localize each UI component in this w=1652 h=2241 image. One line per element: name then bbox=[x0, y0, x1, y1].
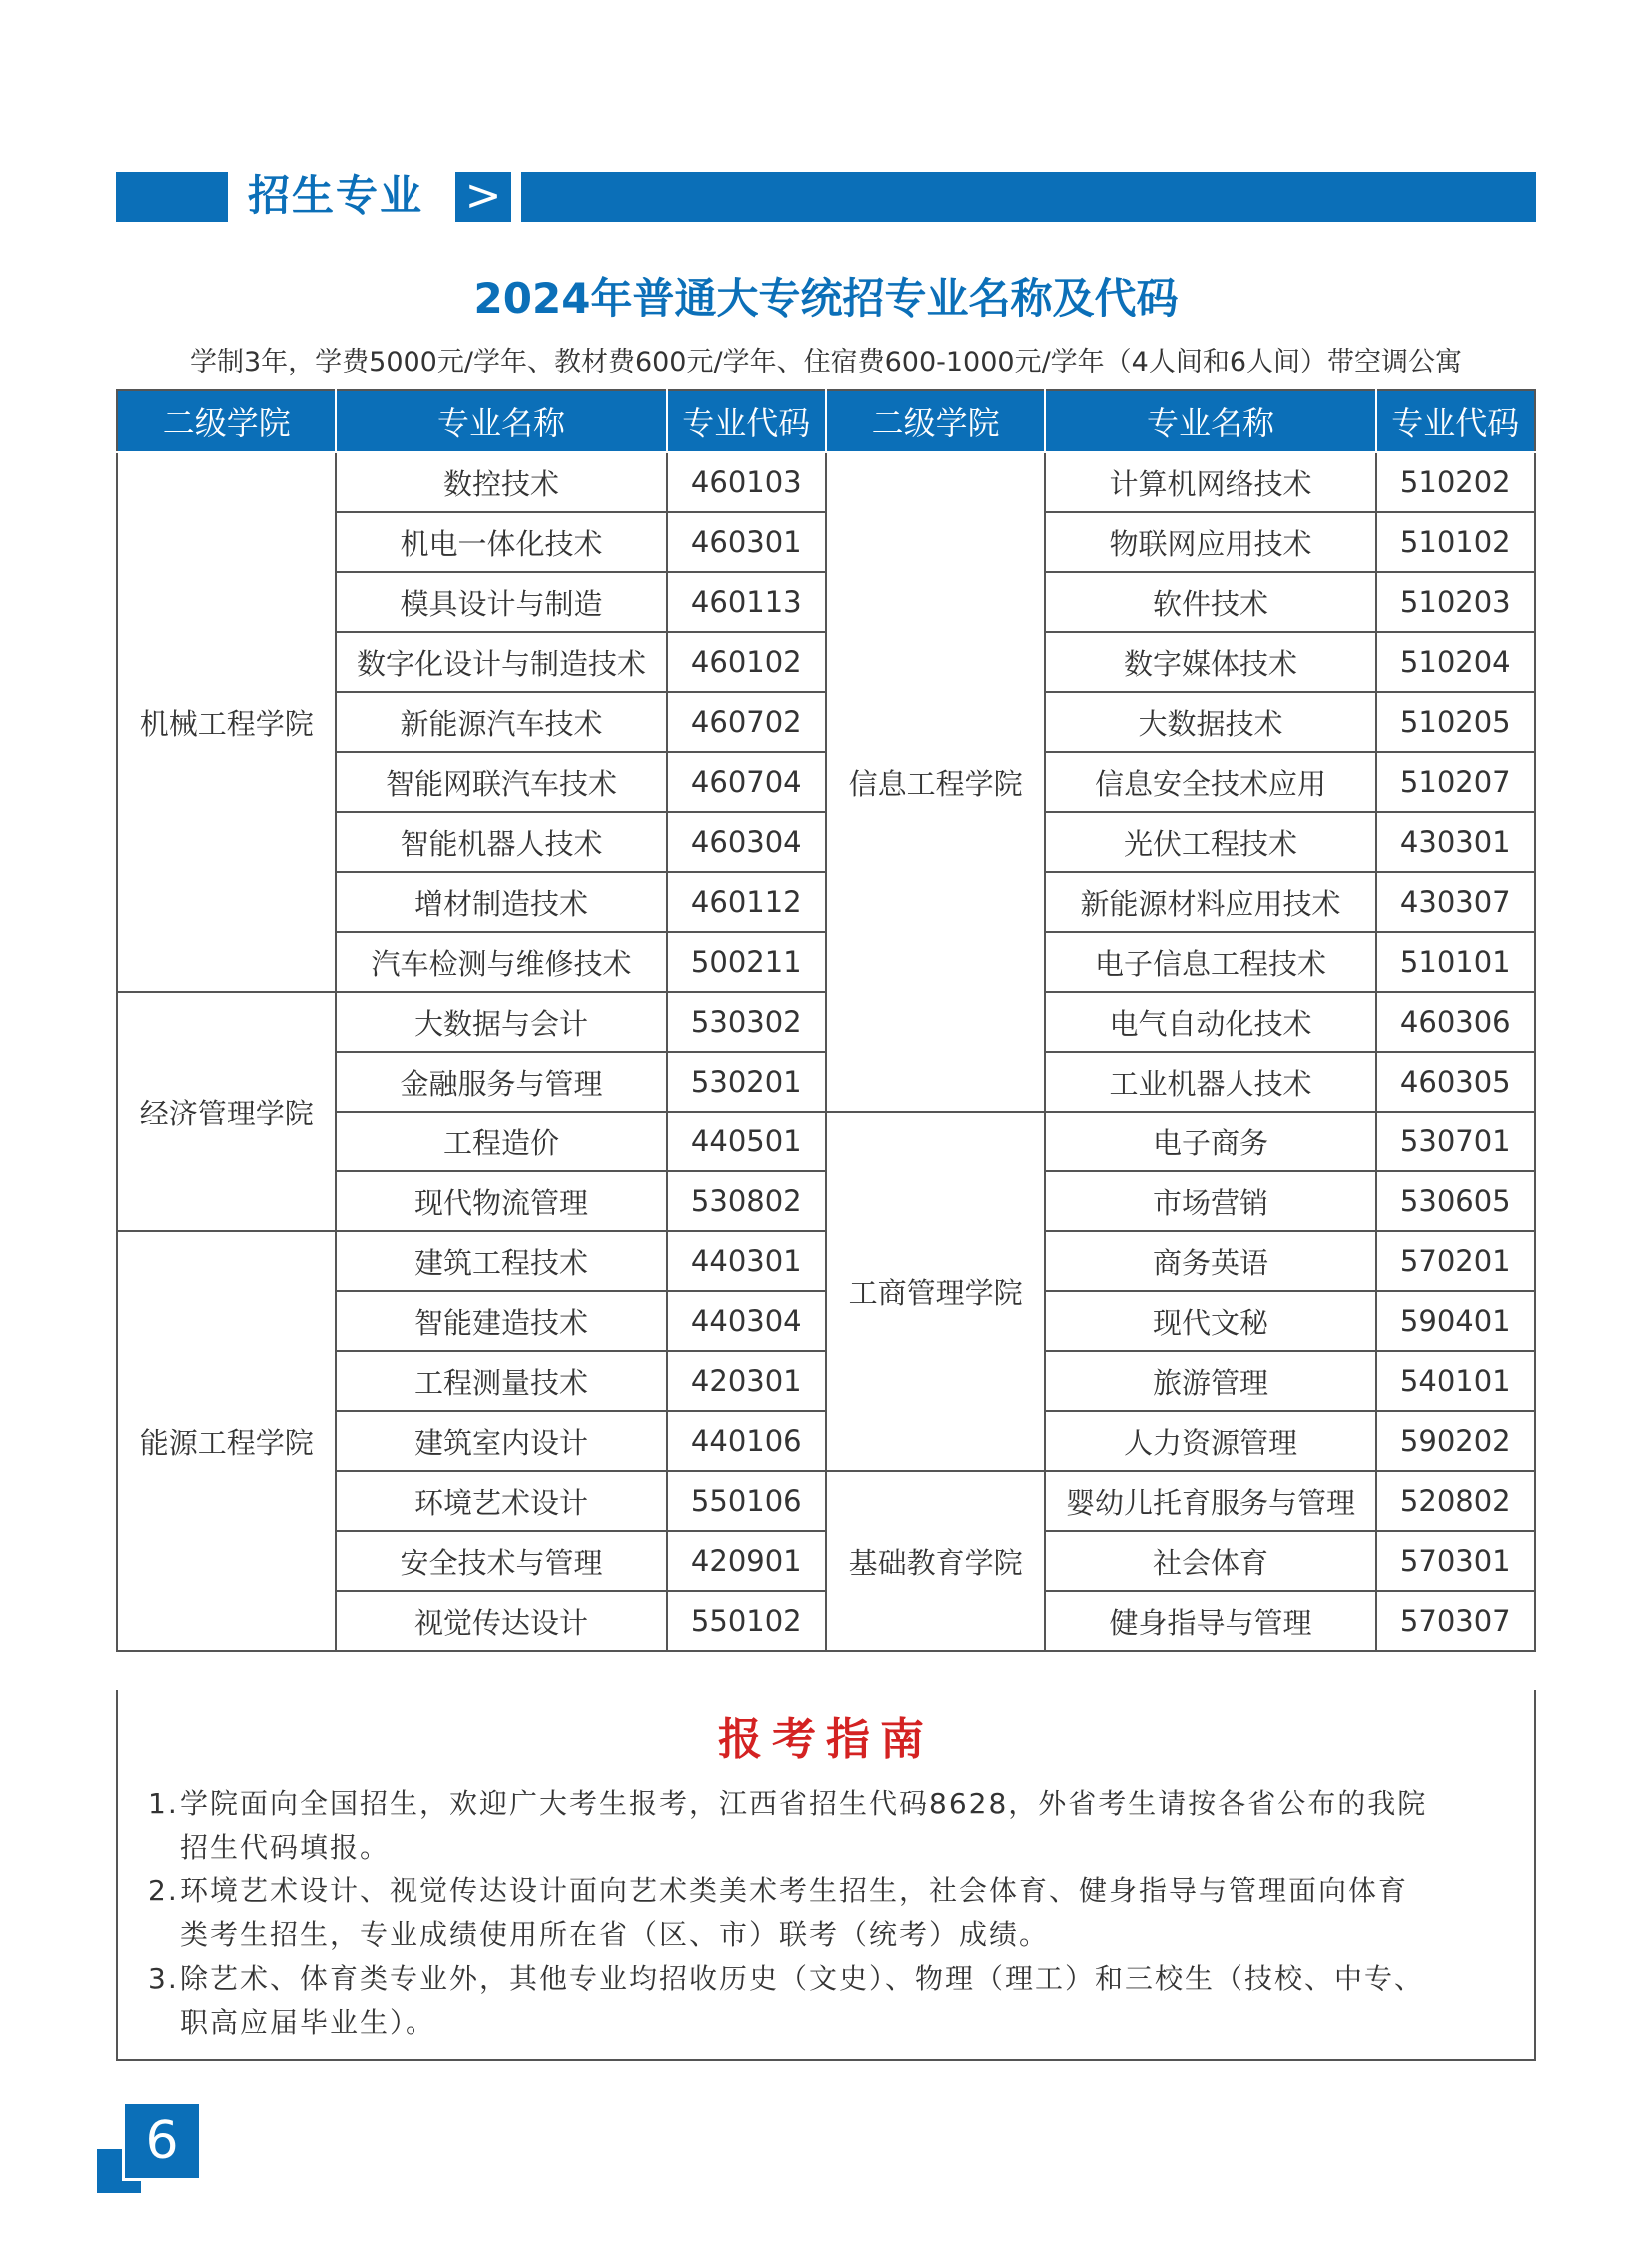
major-code-cell: 510202 bbox=[1376, 452, 1535, 512]
major-name-cell: 现代文秘 bbox=[1045, 1291, 1375, 1351]
major-name-cell: 社会体育 bbox=[1045, 1531, 1375, 1591]
major-name-cell: 数字媒体技术 bbox=[1045, 632, 1375, 692]
page-title: 2024年普通大专统招专业名称及代码 bbox=[473, 274, 1179, 323]
college-cell: 能源工程学院 bbox=[117, 1231, 336, 1651]
major-name-cell: 工业机器人技术 bbox=[1045, 1052, 1375, 1112]
major-name-cell: 市场营销 bbox=[1045, 1171, 1375, 1231]
guide-item-text-cont: 职高应届毕业生）。 bbox=[180, 2006, 436, 2039]
college-cell: 信息工程学院 bbox=[826, 452, 1045, 1112]
major-name-cell: 信息安全技术应用 bbox=[1045, 752, 1375, 812]
major-code-cell: 460704 bbox=[667, 752, 826, 812]
major-code-cell: 420301 bbox=[667, 1351, 826, 1411]
major-name-cell: 安全技术与管理 bbox=[336, 1531, 666, 1591]
major-name-cell: 计算机网络技术 bbox=[1045, 452, 1375, 512]
header-college-right: 二级学院 bbox=[826, 390, 1045, 452]
major-name-cell: 工程测量技术 bbox=[336, 1351, 666, 1411]
major-name-cell: 机电一体化技术 bbox=[336, 512, 666, 572]
major-code-cell: 590202 bbox=[1376, 1411, 1535, 1471]
section-title: 招生专业 bbox=[248, 171, 424, 220]
major-name-cell: 大数据技术 bbox=[1045, 692, 1375, 752]
major-code-cell: 570301 bbox=[1376, 1531, 1535, 1591]
guide-item-text-cont: 类考生招生，专业成绩使用所在省（区、市）联考（统考）成绩。 bbox=[180, 1918, 1050, 1951]
major-name-cell: 现代物流管理 bbox=[336, 1171, 666, 1231]
major-code-cell: 440106 bbox=[667, 1411, 826, 1471]
major-name-cell: 健身指导与管理 bbox=[1045, 1591, 1375, 1651]
major-code-cell: 430307 bbox=[1376, 872, 1535, 932]
major-name-cell: 大数据与会计 bbox=[336, 992, 666, 1052]
major-code-cell: 530605 bbox=[1376, 1171, 1535, 1231]
major-code-cell: 530302 bbox=[667, 992, 826, 1052]
major-name-cell: 旅游管理 bbox=[1045, 1351, 1375, 1411]
major-name-cell: 工程造价 bbox=[336, 1112, 666, 1171]
major-name-cell: 智能建造技术 bbox=[336, 1291, 666, 1351]
major-code-cell: 420901 bbox=[667, 1531, 826, 1591]
major-name-cell: 环境艺术设计 bbox=[336, 1471, 666, 1531]
header-bar-left bbox=[116, 172, 228, 222]
guide-item bbox=[148, 1782, 1516, 1869]
header-major-right: 专业名称 bbox=[1045, 390, 1375, 452]
major-code-cell: 440304 bbox=[667, 1291, 826, 1351]
major-code-cell: 550102 bbox=[667, 1591, 826, 1651]
major-name-cell: 物联网应用技术 bbox=[1045, 512, 1375, 572]
guide-item-text: 学院面向全国招生，欢迎广大考生报考，江西省招生代码8628，外省考生请按各省公布的我院 bbox=[180, 1787, 1428, 1820]
major-code-cell: 460301 bbox=[667, 512, 826, 572]
major-code-cell: 510102 bbox=[1376, 512, 1535, 572]
major-code-cell: 510205 bbox=[1376, 692, 1535, 752]
guide-item bbox=[148, 1957, 1516, 2045]
major-name-cell: 建筑工程技术 bbox=[336, 1231, 666, 1291]
major-name-cell: 数控技术 bbox=[336, 452, 666, 512]
major-code-cell: 510204 bbox=[1376, 632, 1535, 692]
major-name-cell: 智能机器人技术 bbox=[336, 812, 666, 872]
major-code-cell: 570307 bbox=[1376, 1591, 1535, 1651]
major-name-cell: 软件技术 bbox=[1045, 572, 1375, 632]
table-row bbox=[117, 452, 1535, 512]
major-code-cell: 530201 bbox=[667, 1052, 826, 1112]
header-code-left: 专业代码 bbox=[667, 390, 826, 452]
major-code-cell: 460102 bbox=[667, 632, 826, 692]
guide-item-text: 除艺术、体育类专业外，其他专业均招收历史（文史）、物理（理工）和三校生（技校、中专、 bbox=[180, 1962, 1425, 1995]
college-cell: 工商管理学院 bbox=[826, 1112, 1045, 1471]
major-code-cell: 540101 bbox=[1376, 1351, 1535, 1411]
major-name-cell: 新能源材料应用技术 bbox=[1045, 872, 1375, 932]
header-code-right: 专业代码 bbox=[1376, 390, 1535, 452]
page-number: 6 bbox=[122, 2101, 202, 2181]
college-cell: 基础教育学院 bbox=[826, 1471, 1045, 1651]
major-code-cell: 500211 bbox=[667, 932, 826, 992]
major-name-cell: 人力资源管理 bbox=[1045, 1411, 1375, 1471]
major-code-cell: 550106 bbox=[667, 1471, 826, 1531]
major-code-cell: 460306 bbox=[1376, 992, 1535, 1052]
header-bar-right bbox=[521, 172, 1536, 222]
guide-item-number: 1. bbox=[148, 1787, 179, 1820]
major-name-cell: 电子商务 bbox=[1045, 1112, 1375, 1171]
major-code-cell: 460113 bbox=[667, 572, 826, 632]
major-code-cell: 530701 bbox=[1376, 1112, 1535, 1171]
major-name-cell: 增材制造技术 bbox=[336, 872, 666, 932]
guide-item-number: 3. bbox=[148, 1962, 179, 1995]
chevron-right-icon: > bbox=[455, 172, 511, 222]
major-code-cell: 430301 bbox=[1376, 812, 1535, 872]
guide-item bbox=[148, 1869, 1516, 1957]
major-code-cell: 510207 bbox=[1376, 752, 1535, 812]
major-name-cell: 汽车检测与维修技术 bbox=[336, 932, 666, 992]
major-name-cell: 电子信息工程技术 bbox=[1045, 932, 1375, 992]
major-name-cell: 婴幼儿托育服务与管理 bbox=[1045, 1471, 1375, 1531]
major-name-cell: 数字化设计与制造技术 bbox=[336, 632, 666, 692]
major-code-cell: 440501 bbox=[667, 1112, 826, 1171]
page-subtitle: 学制3年，学费5000元/学年、教材费600元/学年、住宿费600-1000元/学年（4人间和6人间）带空调公寓 bbox=[189, 347, 1463, 377]
college-cell: 经济管理学院 bbox=[117, 992, 336, 1231]
major-code-cell: 460304 bbox=[667, 812, 826, 872]
majors-table bbox=[116, 389, 1536, 1652]
major-code-cell: 460305 bbox=[1376, 1052, 1535, 1112]
major-name-cell: 商务英语 bbox=[1045, 1231, 1375, 1291]
major-code-cell: 510101 bbox=[1376, 932, 1535, 992]
major-name-cell: 模具设计与制造 bbox=[336, 572, 666, 632]
major-code-cell: 530802 bbox=[667, 1171, 826, 1231]
major-code-cell: 520802 bbox=[1376, 1471, 1535, 1531]
guide-item-number: 2. bbox=[148, 1874, 179, 1907]
guide-title: 报考指南 bbox=[718, 1714, 934, 1765]
header-major-left: 专业名称 bbox=[336, 390, 666, 452]
major-name-cell: 新能源汽车技术 bbox=[336, 692, 666, 752]
major-name-cell: 金融服务与管理 bbox=[336, 1052, 666, 1112]
major-code-cell: 590401 bbox=[1376, 1291, 1535, 1351]
major-name-cell: 视觉传达设计 bbox=[336, 1591, 666, 1651]
major-name-cell: 光伏工程技术 bbox=[1045, 812, 1375, 872]
college-cell: 机械工程学院 bbox=[117, 452, 336, 992]
guide-item-text-cont: 招生代码填报。 bbox=[180, 1831, 391, 1864]
major-name-cell: 智能网联汽车技术 bbox=[336, 752, 666, 812]
header-college-left: 二级学院 bbox=[117, 390, 336, 452]
application-guide bbox=[116, 1690, 1536, 2061]
major-code-cell: 440301 bbox=[667, 1231, 826, 1291]
major-code-cell: 510203 bbox=[1376, 572, 1535, 632]
major-name-cell: 电气自动化技术 bbox=[1045, 992, 1375, 1052]
major-name-cell: 建筑室内设计 bbox=[336, 1411, 666, 1471]
major-code-cell: 570201 bbox=[1376, 1231, 1535, 1291]
table-header-row bbox=[117, 390, 1535, 452]
major-code-cell: 460112 bbox=[667, 872, 826, 932]
guide-item-text: 环境艺术设计、视觉传达设计面向艺术类美术考生招生，社会体育、健身指导与管理面向体育 bbox=[180, 1874, 1409, 1907]
major-code-cell: 460103 bbox=[667, 452, 826, 512]
major-code-cell: 460702 bbox=[667, 692, 826, 752]
